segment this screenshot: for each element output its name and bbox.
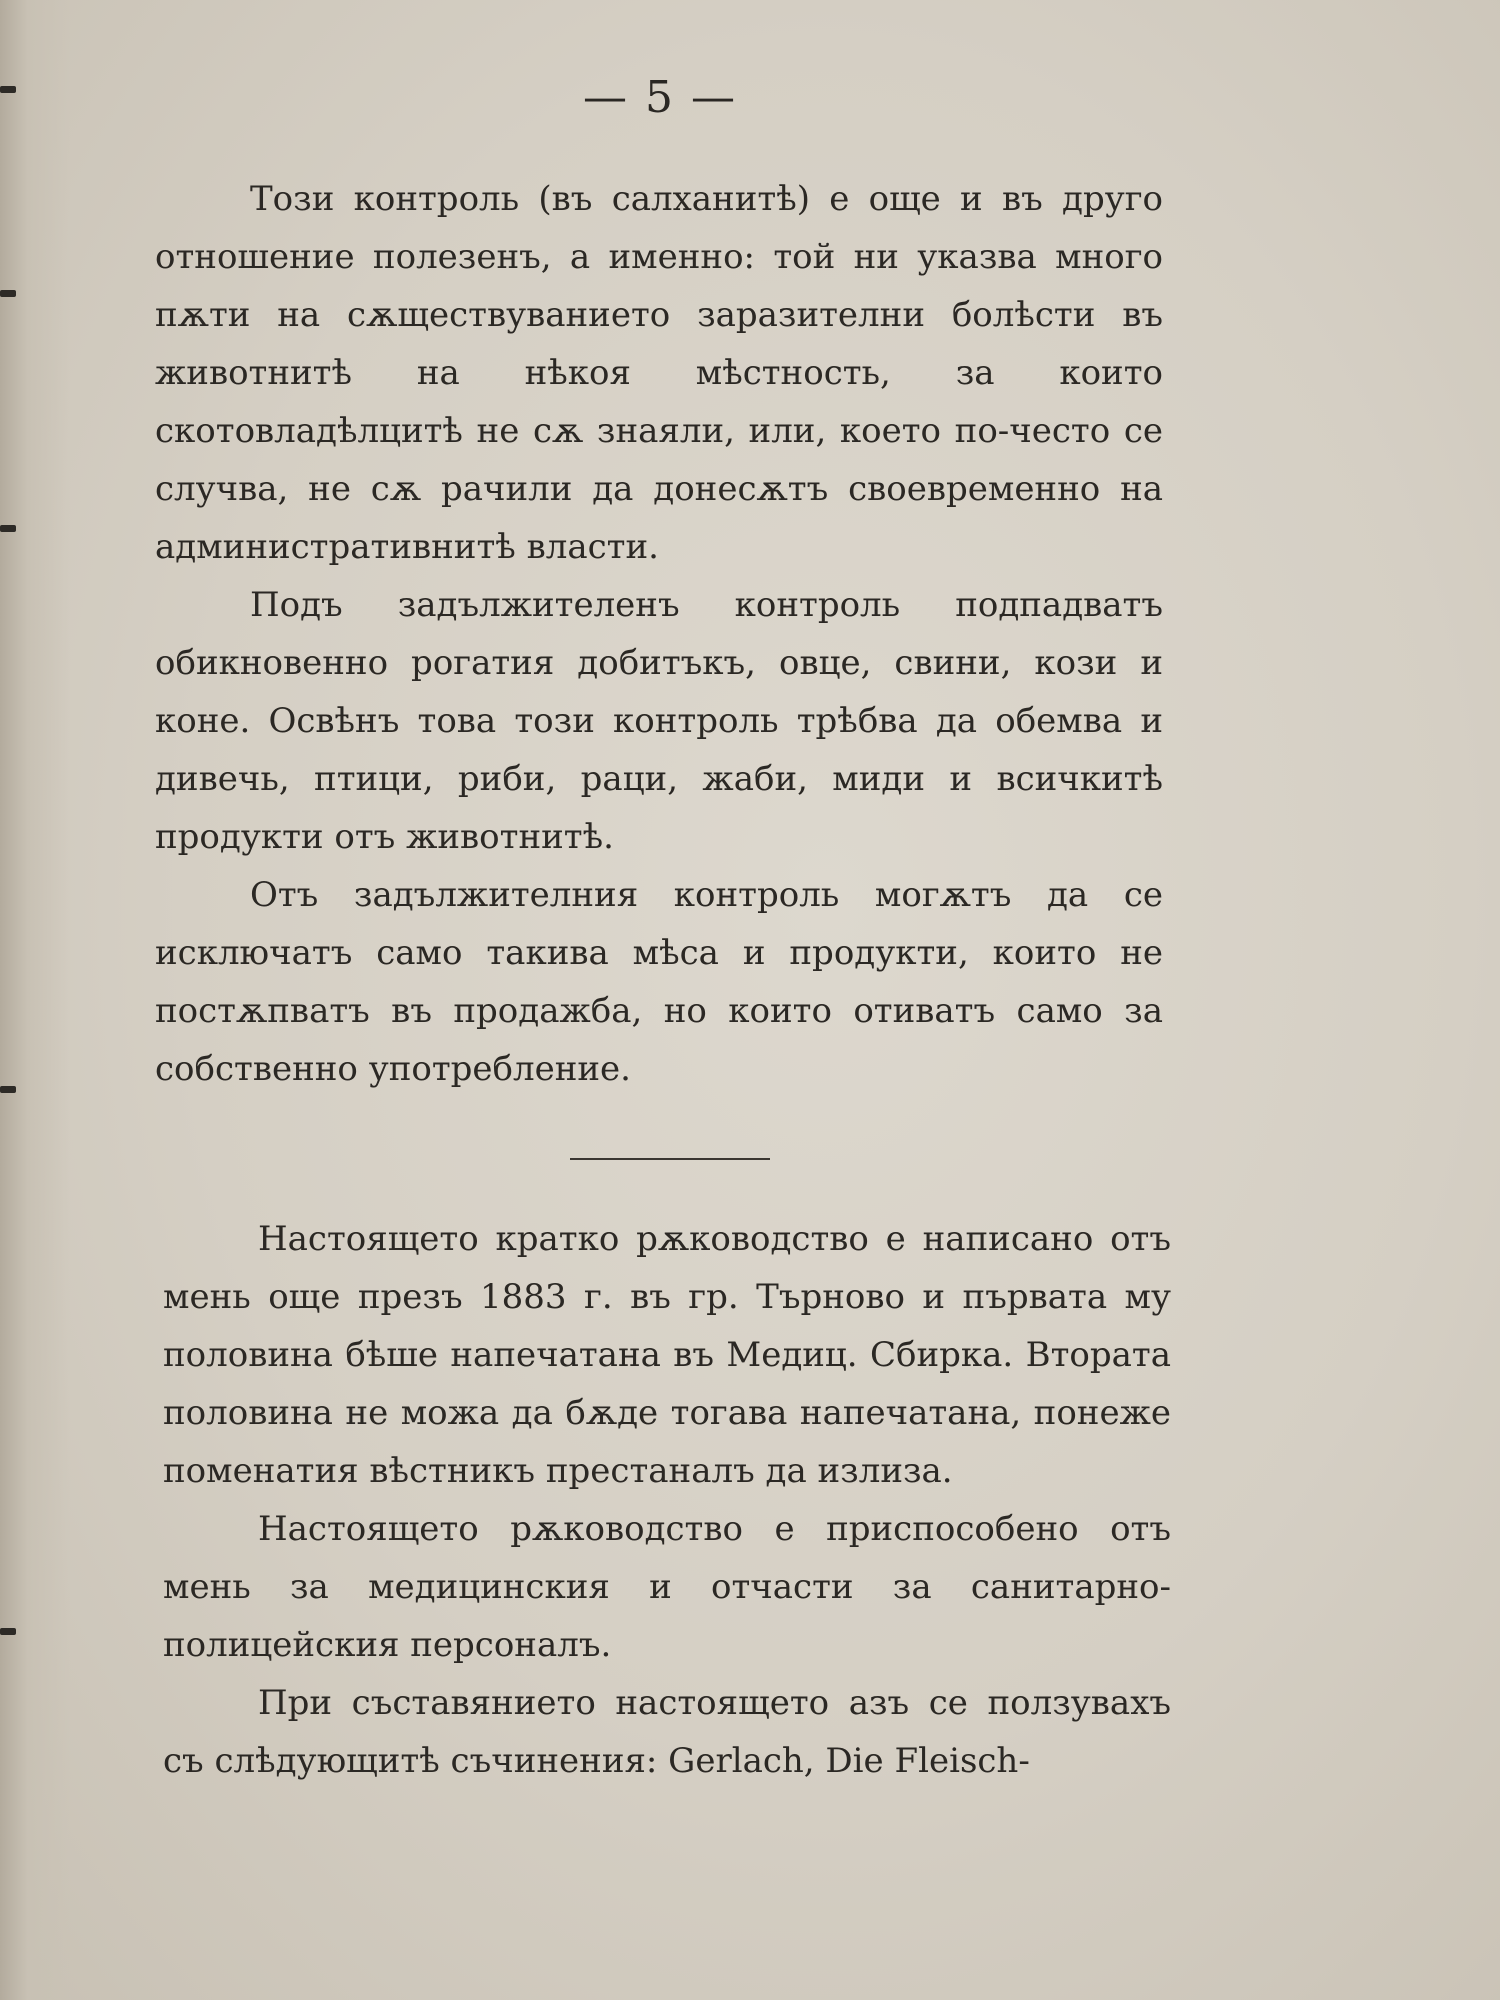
binding-stitch [0,290,16,297]
paragraph: Настоящето рѫководство е приспособено отъ мень за медицинския и отчасти за санитарно-полицейския персоналъ. [163,1509,1171,1665]
page-number: — 5 — [583,72,737,123]
paragraph: При съставянието настоящето азъ се ползувахъ съ слѣдующитѣ съчинения: Gerlach, Die Fleisch- [163,1683,1171,1781]
paragraph: Отъ задължителния контроль могѫтъ да се исключатъ само такива мѣса и продукти, които не постѫпватъ въ продажба, но които отиватъ само за собственно употребление. [155,875,1163,1089]
binding-stitch [0,1086,16,1093]
main-text-top [155,170,1163,1098]
binding-stitch [0,525,16,532]
paragraph: Този контроль (въ салханитѣ) е още и въ друго отношение полезенъ, а именно: той ни указва много пѫти на сѫществуванието заразителни болѣсти въ животнитѣ на нѣкоя мѣстность, за които скотовладѣлцитѣ не сѫ знаяли, или, което по-често се случва, не сѫ рачили да донесѫтъ своевременно на административнитѣ власти. [155,179,1163,567]
section-divider [570,1158,770,1160]
binding-stitch [0,1628,16,1635]
paragraph: Настоящето кратко рѫководство е написано отъ мень още презъ 1883 г. въ гр. Търново и първата му половина бѣше напечатана въ Медиц. Сбирка. Втората половина не можа да бѫде тогава напечатана, понеже поменатия вѣстникъ престаналъ да излиза. [163,1219,1171,1491]
binding-edge [0,0,70,2000]
main-text-bottom [163,1210,1171,1790]
paragraph: Подъ задължителенъ контроль подпадватъ обикновенно рогатия добитъкъ, овце, свини, кози и коне. Освѣнъ това този контроль трѣбва да обемва и дивечь, птици, риби, раци, жаби, миди и всичкитѣ продукти отъ животнитѣ. [155,585,1163,857]
